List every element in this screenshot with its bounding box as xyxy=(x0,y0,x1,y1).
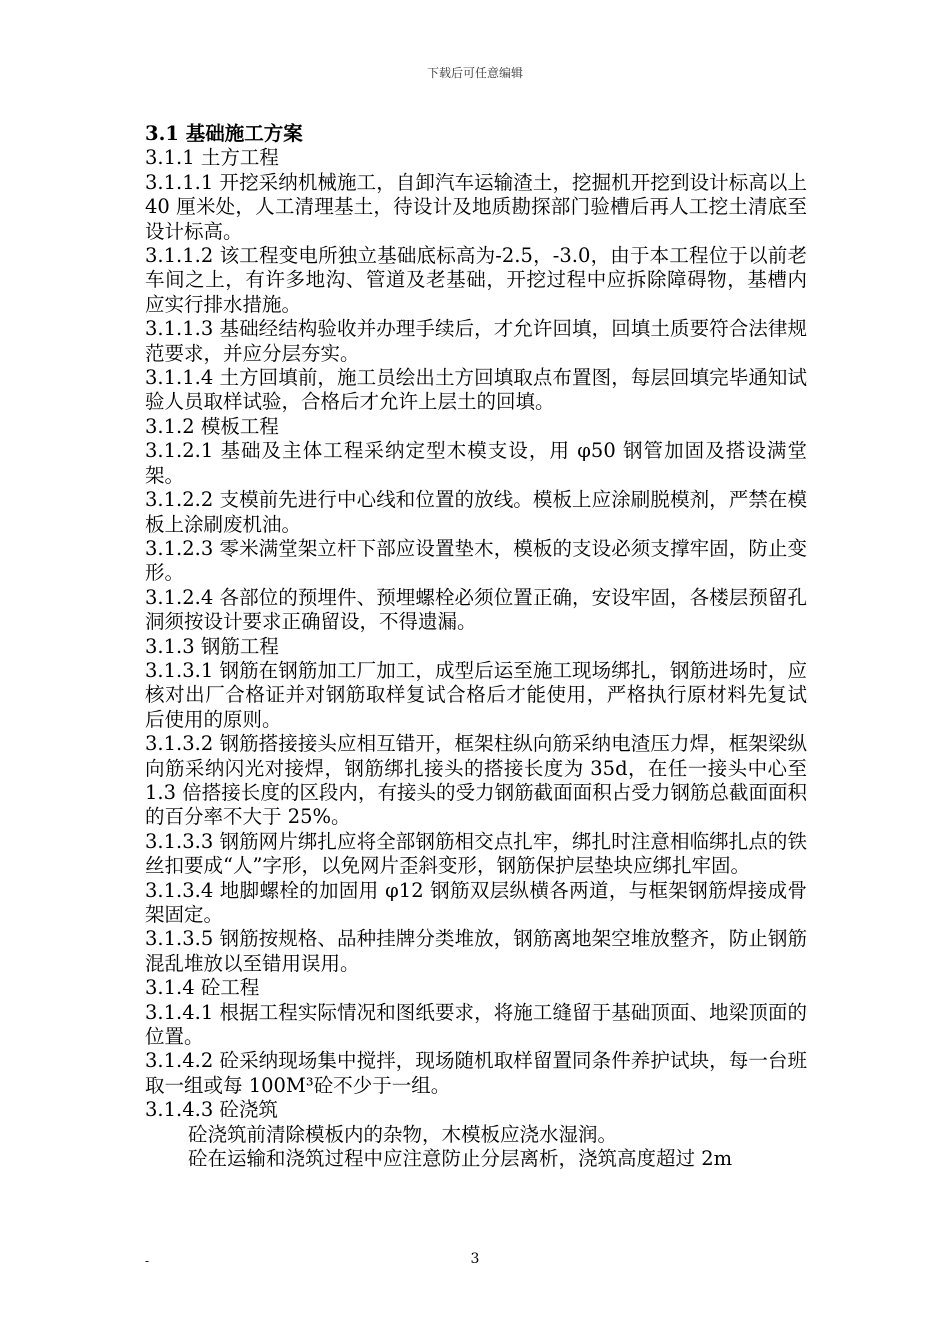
paragraph: 3.1.3.3 钢筋网片绑扎应将全部钢筋相交点扎牢，绑扎时注意相临绑扎点的铁丝扣要成“人”字形，以免网片歪斜变形，钢筋保护层垫块应绑扎牢固。 xyxy=(145,829,807,878)
paragraph: 3.1.4 砼工程 xyxy=(145,976,260,1000)
paragraph: 3.1.3.4 地脚螺栓的加固用 φ12 钢筋双层纵横各两道，与框架钢筋焊接成骨架固定。 xyxy=(145,878,807,926)
paragraph: 3.1.2.2 支模前先进行中心线和位置的放线。模板上应涂刷脱模剂，严禁在模板上涂刷废机油。 xyxy=(145,488,807,536)
paragraph: 3.1.1.2 该工程变电所独立基础底标高为-2.5，-3.0，由于本工程位于以前老车间之上，有许多地沟、管道及老基础，开挖过程中应拆除障碍物，基槽内应实行排水措施。 xyxy=(145,244,807,316)
indented-paragraph: 砼在运输和浇筑过程中应注意防止分层离析，浇筑高度超过 2m xyxy=(188,1147,733,1171)
page-header-note: 下载后可任意编辑 xyxy=(426,66,523,80)
paragraph: 3.1.3 钢筋工程 xyxy=(145,634,279,658)
paragraph: 3.1.1.3 基础经结构验收并办理手续后，才允许回填，回填土质要符合法律规范要求，并应分层夯实。 xyxy=(145,317,807,365)
document-body xyxy=(145,122,807,1171)
paragraph: 3.1.2.1 基础及主体工程采纳定型木模支设，用 φ50 钢管加固及搭设满堂架。 xyxy=(145,439,807,487)
section-title: 3.1 基础施工方案 xyxy=(145,122,303,145)
paragraph: 3.1.3.2 钢筋搭接接头应相互错开，框架柱纵向筋采纳电渣压力焊，框架梁纵向筋采纳闪光对接焊，钢筋绑扎接头的搭接长度为 35d，在任一接头中心至 1.3 倍搭接长度的区段内，有接头的受力钢筋截面面积占受力钢筋总截面面积的百分率不大于 25%。 xyxy=(145,732,807,829)
page-number: 3 xyxy=(470,1251,480,1267)
paragraph: 3.1.2.4 各部位的预埋件、预埋螺栓必须位置正确，安设牢固，各楼层预留孔洞须按设计要求正确留设，不得遗漏。 xyxy=(145,585,807,634)
footer-dash: - xyxy=(145,1254,150,1268)
paragraph: 3.1.4.1 根据工程实际情况和图纸要求，将施工缝留于基础顶面、地梁顶面的位置。 xyxy=(145,1000,807,1049)
paragraph: 3.1.1.1 开挖采纳机械施工，自卸汽车运输渣土，挖掘机开挖到设计标高以上 40 厘米处，人工清理基土，待设计及地质勘探部门验槽后再人工挖土清底至设计标高。 xyxy=(145,170,807,243)
paragraph: 3.1.4.3 砼浇筑 xyxy=(145,1098,278,1122)
paragraph: 3.1.3.1 钢筋在钢筋加工厂加工，成型后运至施工现场绑扎，钢筋进场时，应核对出厂合格证并对钢筋取样复试合格后才能使用，严格执行原材料先复试后使用的原则。 xyxy=(145,658,807,731)
paragraph: 3.1.1 土方工程 xyxy=(145,146,279,170)
paragraph: 3.1.1.4 土方回填前，施工员绘出土方回填取点布置图，每层回填完毕通知试验人员取样试验，合格后才允许上层土的回填。 xyxy=(145,366,807,414)
paragraph: 3.1.4.2 砼采纳现场集中搅拌，现场随机取样留置同条件养护试块，每一台班取一组或每 100M³砼不少于一组。 xyxy=(145,1049,807,1097)
paragraph: 3.1.2 模板工程 xyxy=(145,414,279,438)
indented-paragraph: 砼浇筑前清除模板内的杂物，木模板应浇水湿润。 xyxy=(188,1122,618,1146)
paragraph: 3.1.2.3 零米满堂架立杆下部应设置垫木，模板的支设必须支撑牢固，防止变形。 xyxy=(145,536,807,585)
paragraph: 3.1.3.5 钢筋按规格、品种挂牌分类堆放，钢筋离地架空堆放整齐，防止钢筋混乱堆放以至错用误用。 xyxy=(145,927,807,975)
